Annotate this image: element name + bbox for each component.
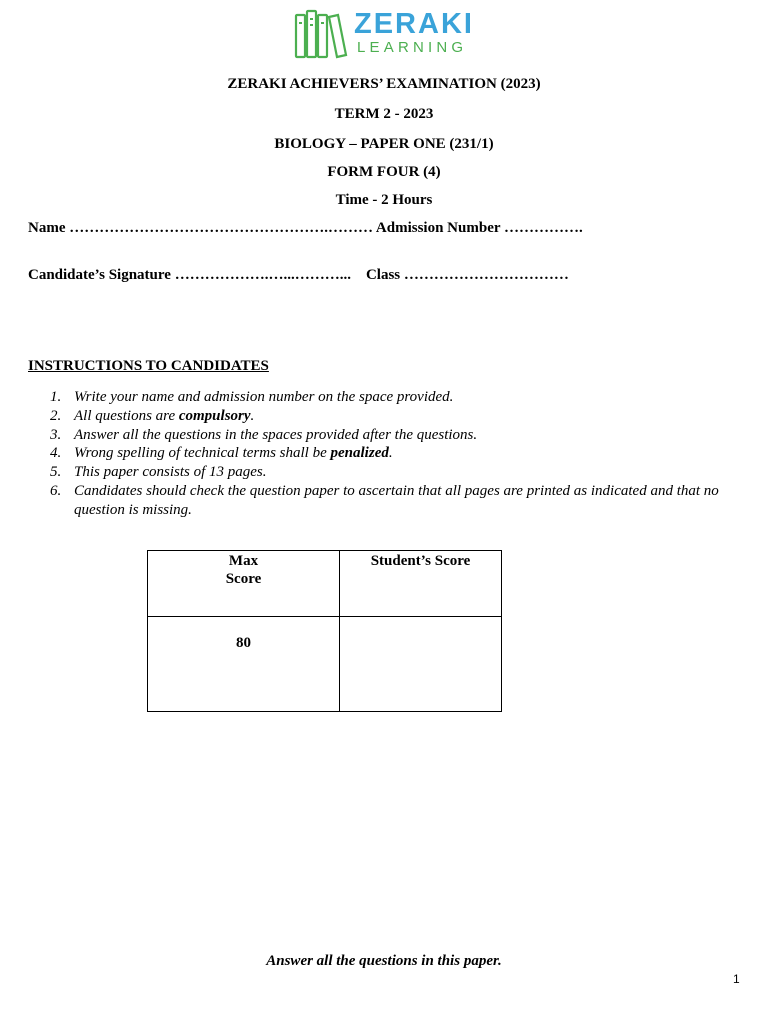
max-score-value xyxy=(148,617,340,712)
max-score-header-line1: Max xyxy=(228,553,259,569)
instruction-text-end: . xyxy=(388,445,393,462)
page-number: 1 xyxy=(733,972,740,986)
name-admission-field: Name …………………………………………….……… Admission Number ……………. xyxy=(28,220,583,236)
instruction-number: 2. xyxy=(50,407,62,424)
instruction-text: Candidates should check the question paper to ascertain that all pages are printed as indicated and that no question is missing. xyxy=(74,482,719,518)
signature-class-field: Candidate’s Signature ……………….…...………... Class …………………………… xyxy=(28,267,569,283)
instruction-emphasis: compulsory xyxy=(178,407,251,424)
students-score-header xyxy=(340,551,502,617)
footer-instruction: Answer all the questions in this paper. xyxy=(266,953,502,969)
instruction-number: 3. xyxy=(50,426,62,443)
instruction-text: Answer all the questions in the spaces provided after the questions. xyxy=(74,426,478,443)
instruction-item xyxy=(28,444,728,463)
paper-title: BIOLOGY – PAPER ONE (231/1) xyxy=(274,136,494,152)
exam-title: ZERAKI ACHIEVERS’ EXAMINATION (2023) xyxy=(227,76,541,92)
instruction-text-end: . xyxy=(250,407,255,424)
logo-wordmark: ZERAKI xyxy=(354,8,474,40)
students-score-header-text: Student’s Score xyxy=(370,553,471,569)
students-score-value xyxy=(340,617,502,712)
books-icon xyxy=(294,9,350,61)
instruction-item xyxy=(28,463,728,482)
zeraki-logo xyxy=(294,9,484,61)
instruction-item xyxy=(28,426,728,445)
instruction-text: This paper consists of 13 pages. xyxy=(74,464,267,481)
instruction-text: All questions are xyxy=(74,407,179,424)
instruction-item xyxy=(28,388,728,407)
instruction-number: 1. xyxy=(50,389,62,405)
instructions-list xyxy=(28,388,728,520)
instruction-number: 5. xyxy=(50,464,62,481)
instructions-title: INSTRUCTIONS TO CANDIDATES xyxy=(28,358,269,374)
students-score-number xyxy=(340,617,501,635)
score-table xyxy=(147,550,502,712)
max-score-number: 80 xyxy=(236,635,251,651)
exam-term: TERM 2 - 2023 xyxy=(334,106,434,122)
instruction-emphasis: penalized xyxy=(330,445,389,462)
time-allowed: Time - 2 Hours xyxy=(335,192,433,208)
max-score-header xyxy=(148,551,340,617)
form-level: FORM FOUR (4) xyxy=(327,164,441,180)
instruction-number: 4. xyxy=(50,445,62,462)
instruction-item xyxy=(28,482,728,520)
max-score-header-line2: Score xyxy=(225,571,262,587)
instruction-text: Write your name and admission number on the space provided. xyxy=(74,389,454,405)
logo-subtitle: LEARNING xyxy=(357,39,468,56)
instruction-text: Wrong spelling of technical terms shall be xyxy=(74,445,331,462)
instruction-item xyxy=(28,407,728,426)
instruction-number: 6. xyxy=(50,482,62,499)
